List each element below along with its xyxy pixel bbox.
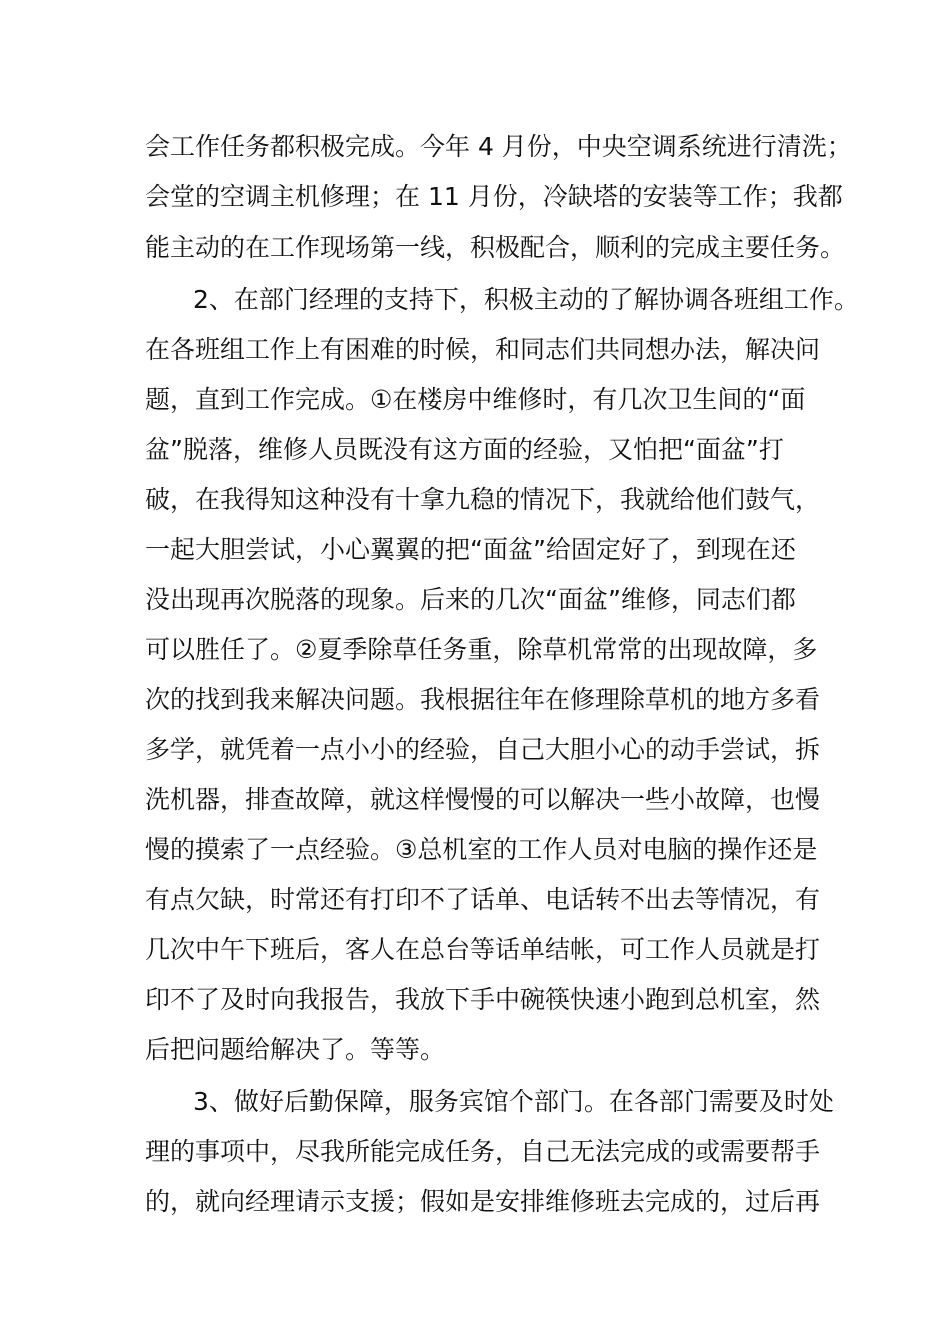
text-line: 会堂的空调主机修理；在 11 月份，冷缺塔的安装等工作；我都: [145, 182, 843, 211]
text-line: 理的事项中，尽我所能完成任务，自己无法完成的或需要帮手: [145, 1137, 821, 1166]
text-line: 次的找到我来解决问题。我根据往年在修理除草机的地方多看: [145, 685, 821, 714]
text-line: 破，在我得知这种没有十拿九稳的情况下，我就给他们鼓气，: [145, 485, 821, 514]
text-line: 可以胜任了。②夏季除草任务重，除草机常常的出现故障，多: [145, 635, 818, 664]
text-line: 一起大胆尝试，小心翼翼的把“面盆”给固定好了，到现在还: [145, 535, 796, 564]
text-line: 在各班组工作上有困难的时候，和同志们共同想办法，解决问: [145, 335, 821, 364]
text-line: 几次中午下班后，客人在总台等话单结帐，可工作人员就是打: [145, 935, 821, 964]
text-line: 能主动的在工作现场第一线，积极配合，顺利的完成主要任务。: [145, 233, 846, 262]
text-line: 题，直到工作完成。①在楼房中维修时，有几次卫生间的“面: [145, 385, 806, 414]
text-line: 印不了及时向我报告，我放下手中碗筷快速小跑到总机室，然: [145, 985, 821, 1014]
text-line: 后把问题给解决了。等等。: [145, 1035, 446, 1064]
paragraph-start-line: 2、在部门经理的支持下，积极主动的了解协调各班组工作。: [193, 285, 859, 314]
text-line: 盆”脱落，维修人员既没有这方面的经验，又怕把“面盆”打: [145, 435, 784, 464]
text-line: 的，就向经理请示支援；假如是安排维修班去完成的，过后再: [145, 1187, 821, 1216]
text-line: 有点欠缺，时常还有打印不了话单、电话转不出去等情况，有: [145, 885, 821, 914]
text-line: 洗机器，排查故障，就这样慢慢的可以解决一些小故障，也慢: [145, 785, 821, 814]
text-line: 会工作任务都积极完成。今年 4 月份，中央空调系统进行清洗；: [145, 132, 852, 161]
text-line: 没出现再次脱落的现象。后来的几次“面盆”维修，同志们都: [145, 585, 796, 614]
text-line: 慢的摸索了一点经验。③总机室的工作人员对电脑的操作还是: [145, 835, 818, 864]
paragraph-start-line: 3、做好后勤保障，服务宾馆个部门。在各部门需要及时处: [193, 1087, 834, 1116]
text-line: 多学，就凭着一点小小的经验，自己大胆小心的动手尝试，拆: [145, 735, 821, 764]
